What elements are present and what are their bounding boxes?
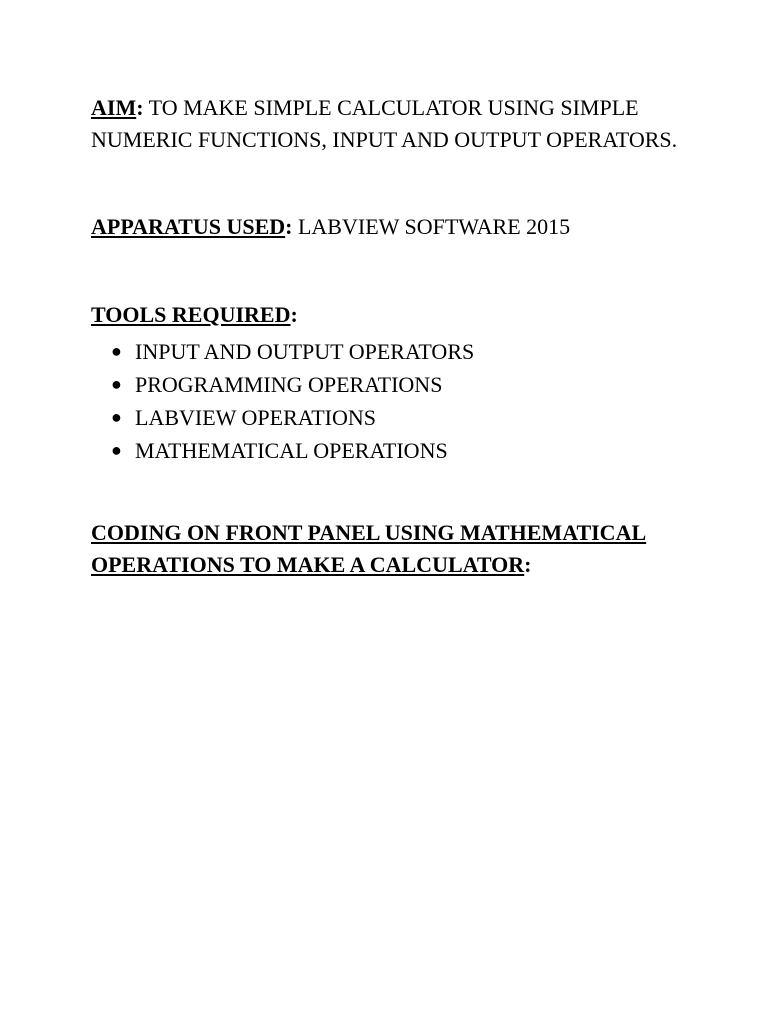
coding-colon: : — [524, 552, 532, 577]
list-item-text: MATHEMATICAL OPERATIONS — [135, 438, 448, 463]
aim-colon: : — [136, 95, 144, 120]
list-item-text: INPUT AND OUTPUT OPERATORS — [135, 339, 475, 364]
coding-label: CODING ON FRONT PANEL USING MATHEMATICAL OPERATIONS TO MAKE A CALCULATOR — [91, 520, 647, 577]
apparatus-colon: : — [285, 214, 293, 239]
aim-paragraph — [91, 92, 708, 156]
aim-text: TO MAKE SIMPLE CALCULATOR USING SIMPLE NUMERIC FUNCTIONS, INPUT AND OUTPUT OPERATORS. — [91, 95, 678, 152]
list-item-text: PROGRAMMING OPERATIONS — [135, 372, 443, 397]
tools-list — [91, 335, 708, 467]
list-item — [91, 434, 708, 467]
tools-heading — [91, 299, 708, 331]
bullet-icon: ● — [111, 341, 122, 361]
tools-label: TOOLS REQUIRED — [91, 302, 291, 327]
bullet-icon: ● — [111, 440, 122, 460]
list-item-text: LABVIEW OPERATIONS — [135, 405, 376, 430]
apparatus-paragraph — [91, 211, 708, 243]
bullet-icon: ● — [111, 374, 122, 394]
list-item — [91, 401, 708, 434]
aim-label: AIM — [91, 95, 137, 120]
bullet-icon: ● — [111, 407, 122, 427]
list-item — [91, 368, 708, 401]
list-item — [91, 335, 708, 368]
coding-heading — [91, 517, 708, 581]
apparatus-label: APPARATUS USED — [91, 214, 286, 239]
tools-colon: : — [290, 302, 298, 327]
apparatus-text: LABVIEW SOFTWARE 2015 — [292, 214, 571, 239]
